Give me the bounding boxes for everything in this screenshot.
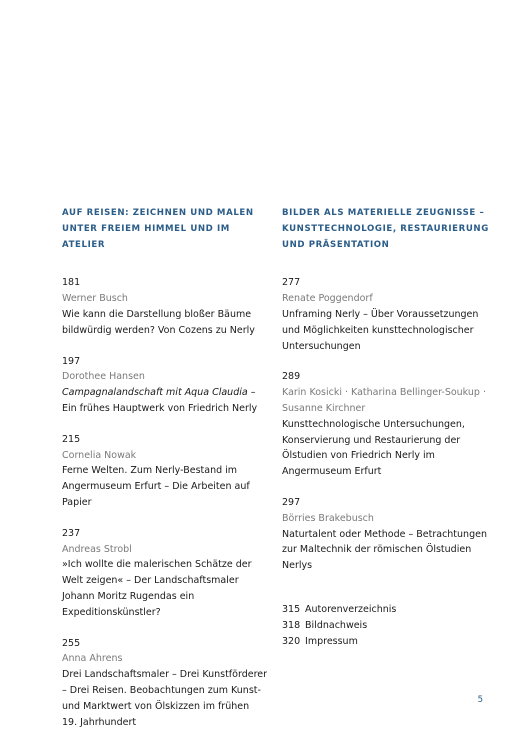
entry-list	[282, 275, 492, 574]
toc-entry[interactable]	[62, 432, 267, 511]
author: Werner Busch	[62, 293, 128, 305]
entry-list	[62, 275, 267, 730]
author: Anna Ahrens	[62, 653, 123, 665]
page-number: 255	[62, 637, 81, 649]
toc-entry[interactable]	[62, 275, 267, 338]
page-folio: 5	[477, 695, 483, 705]
author: Karin Kosicki · Katharina Bellinger-Soukup · Susanne Kirchner	[282, 387, 486, 414]
author: Börries Brakebusch	[282, 512, 374, 524]
author: Renate Poggendorf	[282, 293, 373, 305]
page-number: 197	[62, 355, 81, 367]
toc-entry[interactable]	[62, 636, 267, 731]
entry-title: »Ich wollte die malerischen Schätze der Welt zeigen« – Der Landschaftsmaler Johann Moritz Rugendas ein Expeditionskünstler?	[62, 559, 252, 618]
toc-entry[interactable]	[282, 369, 492, 480]
author: Andreas Strobl	[62, 543, 132, 555]
page-number: 320	[282, 635, 301, 647]
left-column	[62, 206, 267, 730]
back-matter-list	[282, 602, 492, 649]
page-number: 297	[282, 496, 301, 508]
author: Cornelia Nowak	[62, 449, 137, 461]
entry-title: Ferne Welten. Zum Nerly-Bestand im Angermuseum Erfurt – Die Arbeiten auf Papier	[62, 465, 250, 508]
page-number: 315	[282, 603, 301, 615]
entry-title	[62, 385, 267, 417]
entry-title-rest: – Ein frühes Hauptwerk von Friedrich Nerly	[62, 387, 258, 414]
section-heading: BILDER ALS MATERIELLE ZEUGNISSE – KUNSTTECHNOLOGIE, RESTAURIERUNG UND PRÄSENTATION	[282, 208, 489, 250]
page-number: 289	[282, 371, 301, 383]
author: Dorothee Hansen	[62, 371, 145, 383]
back-matter-label: Impressum	[305, 635, 358, 647]
back-matter-label: Autorenverzeichnis	[305, 603, 397, 615]
toc-entry[interactable]	[62, 354, 267, 417]
page-number: 215	[62, 433, 81, 445]
page-number: 181	[62, 277, 81, 289]
page-number: 237	[62, 527, 81, 539]
back-matter-label: Bildnachweis	[305, 619, 368, 631]
back-matter-item[interactable]	[282, 618, 492, 634]
toc-entry[interactable]	[282, 275, 492, 354]
toc-entry[interactable]	[282, 495, 492, 574]
back-matter-item[interactable]	[282, 602, 492, 618]
back-matter-item[interactable]	[282, 634, 492, 650]
entry-title: Wie kann die Darstellung bloßer Bäume bildwürdig werden? Von Cozens zu Nerly	[62, 308, 255, 336]
entry-title-italic: Campagnalandschaft mit Aqua Claudia	[62, 387, 248, 399]
toc-entry[interactable]	[62, 526, 267, 621]
page-number: 277	[282, 277, 301, 289]
page-number: 318	[282, 619, 301, 631]
right-column	[282, 206, 492, 649]
entry-title: Drei Landschaftsmaler – Drei Kunstförderer – Drei Reisen. Beobachtungen zum Kunst- und Marktwert von Ölskizzen im frühen 19. Jahrhundert	[62, 669, 268, 728]
section-heading: AUF REISEN: ZEICHNEN UND MALEN UNTER FREIEM HIMMEL UND IM ATELIER	[62, 208, 254, 250]
entry-title: Unframing Nerly – Über Voraussetzungen und Möglichkeiten kunsttechnologischer Untersuchungen	[282, 308, 479, 352]
entry-title: Naturtalent oder Methode – Betrachtungen zur Maltechnik der römischen Ölstudien Nerlys	[282, 528, 487, 572]
entry-title: Kunsttechnologische Untersuchungen, Konservierung und Restaurierung der Ölstudien von Friedrich Nerly im Angermuseum Erfurt	[282, 418, 465, 478]
